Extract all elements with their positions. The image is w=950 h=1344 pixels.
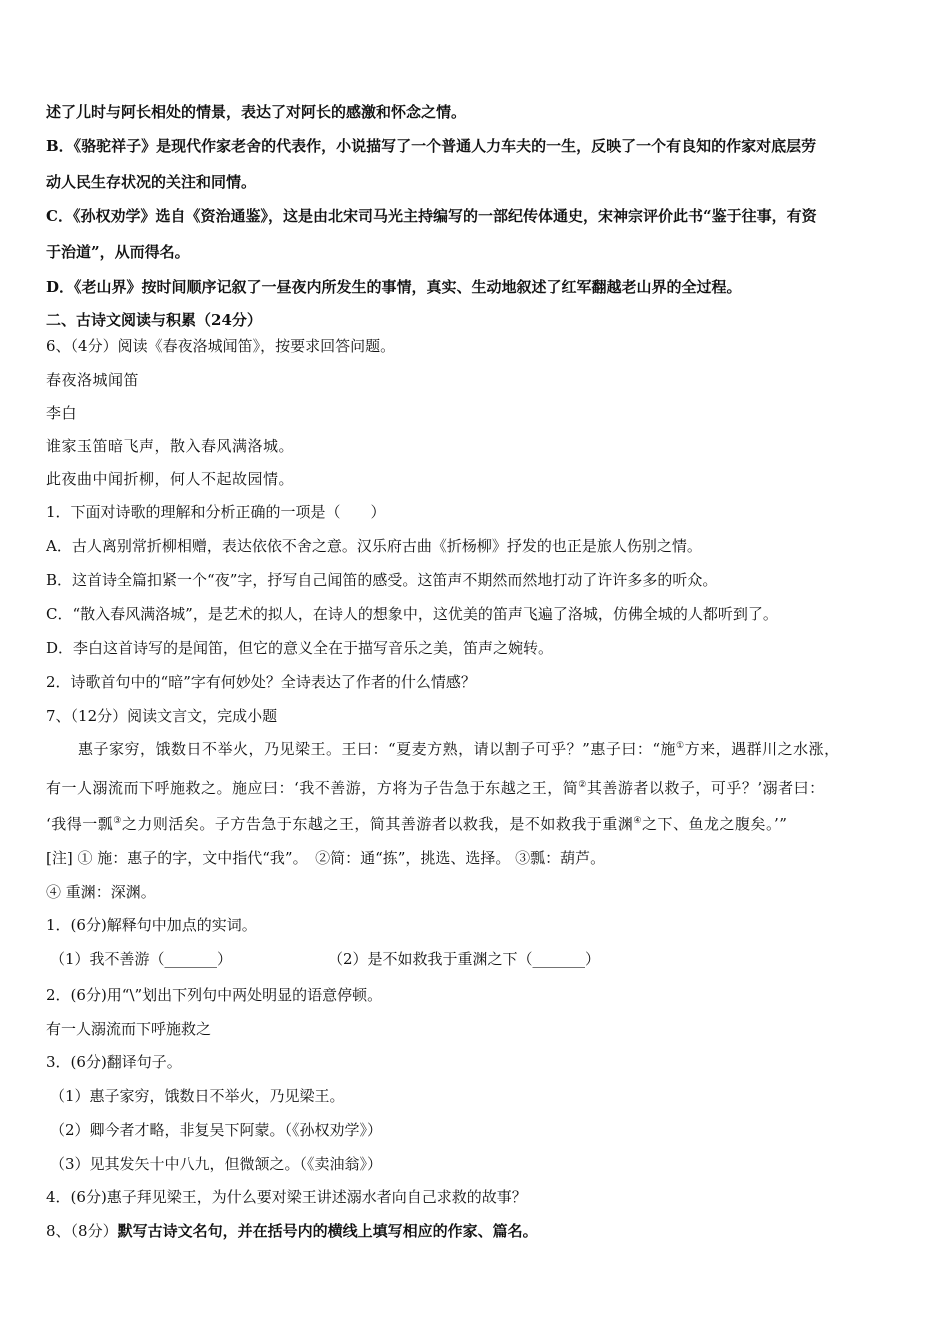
q7-sub2-sentence: 有一人溺流而下呼施救之 [46, 1020, 212, 1038]
q7-sub3: 3．(6分)翻译句子。 [46, 1053, 182, 1071]
q7-passage-line2: 有一人溺流而下呼施救之。施应曰：‘我不善游，方将为子告急于东越之王，简②其善游者以救子，可乎？’溺者曰： [46, 779, 825, 797]
q7-passage-line3: ‘我得一瓢③之力则活矣。子方告急于东越之王，简其善游者以救我，是不如救我于重渊④之下、鱼龙之腹矣。’” [46, 815, 788, 833]
q7-sub4: 4．(6分)惠子拜见梁王，为什么要对梁王讲述溺水者向自己求救的故事？ [46, 1188, 527, 1206]
q7-sub3-item3: （3）见其发矢十中八九，但微颔之。（《卖油翁》） [50, 1155, 383, 1173]
poem-author: 李白 [46, 404, 78, 422]
poem-line-2: 此夜曲中闻折柳，何人不起故园情。 [46, 470, 295, 488]
q6-stem: 6、（4分）阅读《春夜洛城闻笛》，按要求回答问题。 [46, 337, 396, 355]
q8-instruction: 默写古诗文名句，并在括号内的横线上填写相应的作家、篇名。 [117, 1222, 538, 1240]
q7-sub1-item2: （2）是不如救我于重渊之下（_______） [328, 950, 601, 968]
q7-note-1: [注] ① 施：惠子的字，文中指代“我”。 ②简：通“拣”，挑选、选择。 ③瓢：葫芦。 [46, 849, 606, 867]
q6-sub2: 2．诗歌首句中的“暗”字有何妙处？全诗表达了作者的什么情感？ [46, 673, 476, 691]
option-b-line1: B．《骆驼祥子》是现代作家老舍的代表作，小说描写了一个普通人力车夫的一生，反映了一个有良知的作家对底层劳 [46, 137, 817, 155]
option-b-line2: 动人民生存状况的关注和同情。 [46, 173, 257, 191]
q7-sub3-item1: （1）惠子家穷，饿数日不举火，乃见梁王。 [50, 1087, 345, 1105]
q7-sub1-item1: （1）我不善游（_______） [50, 950, 233, 968]
q7-sub3-item2: （2）卿今者才略，非复吴下阿蒙。（《孙权劝学》） [50, 1121, 383, 1139]
q8-stem [46, 1221, 538, 1241]
q6-option-d: D．李白这首诗写的是闻笛，但它的意义全在于描写音乐之美，笛声之婉转。 [46, 639, 554, 657]
q7-note-2: ④ 重渊：深渊。 [46, 883, 156, 901]
option-d-line1: D．《老山界》按时间顺序记叙了一昼夜内所发生的事情，真实、生动地叙述了红军翻越老山界的全过程。 [46, 278, 742, 296]
option-a-continuation: 述了儿时与阿长相处的情景，表达了对阿长的感激和怀念之情。 [46, 103, 467, 121]
option-c-line2: 于治道”，从而得名。 [46, 243, 190, 261]
poem-title: 春夜洛城闻笛 [46, 371, 140, 389]
section-heading: 二、古诗文阅读与积累（24分） [46, 311, 262, 329]
q6-option-a: A．古人离别常折柳相赠，表达依依不舍之意。汉乐府古曲《折杨柳》抒发的也正是旅人伤别之情。 [46, 537, 702, 555]
q8-number: 8、（8分） [46, 1222, 118, 1240]
q6-option-c: C．“散入春风满洛城”，是艺术的拟人，在诗人的想象中，这优美的笛声飞遍了洛城，仿佛全城的人都听到了。 [46, 605, 778, 623]
q7-passage-line1: 惠子家穷，饿数日不举火，乃见梁王。王曰：“夏麦方熟，请以割子可乎？”惠子曰：“施①方来，遇群川之水涨， [78, 740, 840, 758]
poem-line-1: 谁家玉笛暗飞声，散入春风满洛城。 [46, 437, 295, 455]
q6-sub1: 1．下面对诗歌的理解和分析正确的一项是（ ） [46, 503, 386, 521]
q7-sub2: 2．(6分)用“\”划出下列句中两处明显的语意停顿。 [46, 986, 383, 1004]
q7-stem: 7、（12分）阅读文言文，完成小题 [46, 707, 278, 725]
q7-sub1: 1．(6分)解释句中加点的实词。 [46, 916, 257, 934]
q6-option-b: B．这首诗全篇扣紧一个“夜”字，抒写自己闻笛的感受。这笛声不期然而然地打动了许许多多的听众。 [46, 571, 718, 589]
option-c-line1: C．《孙权劝学》选自《资治通鉴》，这是由北宋司马光主持编写的一部纪传体通史，宋神宗评价此书“鉴于往事，有资 [46, 207, 817, 225]
